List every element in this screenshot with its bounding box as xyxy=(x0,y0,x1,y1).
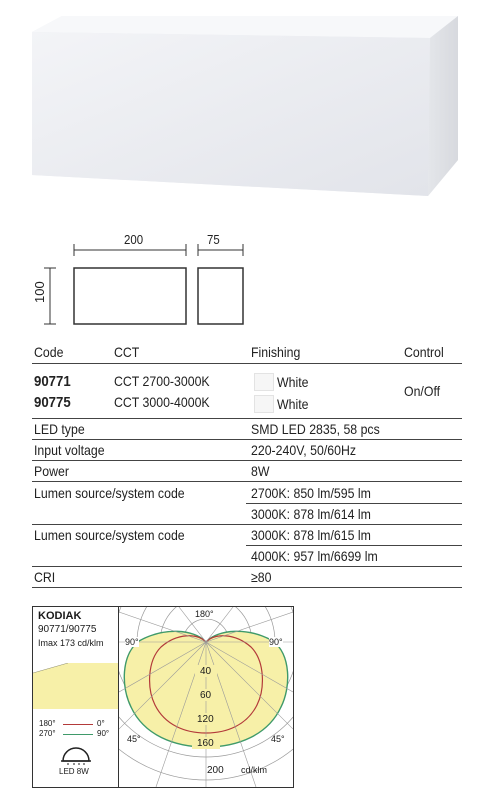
spec-label: Lumen source/system code xyxy=(34,485,185,501)
beam-icon xyxy=(33,663,118,709)
photometric-panel xyxy=(32,606,294,788)
dimension-height: 100 xyxy=(32,281,47,303)
model-name: KODIAK xyxy=(38,610,82,622)
product-finishing: White xyxy=(277,396,309,412)
spec-divider xyxy=(32,418,462,419)
header-finishing: Finishing xyxy=(251,344,301,360)
spec-divider xyxy=(32,439,462,440)
legend-b2: 90° xyxy=(97,729,110,738)
legend-line-red xyxy=(63,724,93,725)
spec-subdivider xyxy=(246,545,462,546)
header-control: Control xyxy=(404,344,444,360)
spec-divider xyxy=(32,524,462,525)
spec-label: CRI xyxy=(34,569,56,585)
ring-label: 40 xyxy=(200,666,212,677)
ring-label: 120 xyxy=(197,714,214,725)
angle-bottom-right: 45° xyxy=(271,734,285,744)
header-divider xyxy=(32,363,462,364)
model-codes: 90771/90775 xyxy=(38,624,97,635)
dimension-depth: 75 xyxy=(207,232,220,247)
spec-value: 8W xyxy=(251,463,270,479)
header-cct: CCT xyxy=(114,344,140,360)
header-code: Code xyxy=(34,344,64,360)
spec-divider xyxy=(32,587,462,588)
spec-value: 4000K: 957 lm/6699 lm xyxy=(251,548,378,564)
legend-a1: 180° xyxy=(39,719,56,728)
lamp-icon xyxy=(59,743,93,765)
legend-b1: 270° xyxy=(39,729,56,738)
product-code: 90775 xyxy=(34,394,71,411)
ring-label: 200 xyxy=(207,765,224,776)
spec-label: LED type xyxy=(34,421,85,437)
lamp-label: LED 8W xyxy=(59,767,89,776)
spec-value: SMD LED 2835, 58 pcs xyxy=(251,421,380,437)
spec-label: Input voltage xyxy=(34,442,105,458)
angle-bottom-left: 45° xyxy=(127,734,141,744)
angle-left: 90° xyxy=(125,637,139,647)
photometric-info xyxy=(33,607,119,787)
imax-label: Imax 173 cd/klm xyxy=(38,638,104,648)
control-value: On/Off xyxy=(404,383,441,399)
spec-value: 2700K: 850 lm/595 lm xyxy=(251,485,371,501)
spec-value: 220-240V, 50/60Hz xyxy=(251,442,357,458)
spec-value: ≥80 xyxy=(251,569,272,585)
product-image xyxy=(0,0,494,210)
spec-value: 3000K: 878 lm/615 lm xyxy=(251,527,371,543)
spec-divider xyxy=(32,460,462,461)
white-swatch xyxy=(254,373,274,391)
spec-value: 3000K: 878 lm/614 lm xyxy=(251,506,371,522)
product-code: 90771 xyxy=(34,373,71,390)
legend-a2: 0° xyxy=(97,719,105,728)
spec-label: Power xyxy=(34,463,69,479)
ring-label: 160 xyxy=(197,738,214,749)
spec-divider xyxy=(32,481,462,482)
spec-divider xyxy=(32,566,462,567)
angle-top: 180° xyxy=(195,609,214,619)
product-finishing: White xyxy=(277,374,309,390)
white-swatch xyxy=(254,395,274,413)
spec-label: Lumen source/system code xyxy=(34,527,185,543)
legend-line-green xyxy=(63,734,93,735)
dimension-width: 200 xyxy=(124,232,144,247)
unit-label: cd/klm xyxy=(241,765,268,775)
angle-right: 90° xyxy=(269,637,283,647)
ring-label: 60 xyxy=(200,690,212,701)
product-cct: CCT 2700-3000K xyxy=(114,373,210,389)
polar-diagram xyxy=(119,607,293,787)
spec-subdivider xyxy=(246,503,462,504)
product-cct: CCT 3000-4000K xyxy=(114,394,210,410)
